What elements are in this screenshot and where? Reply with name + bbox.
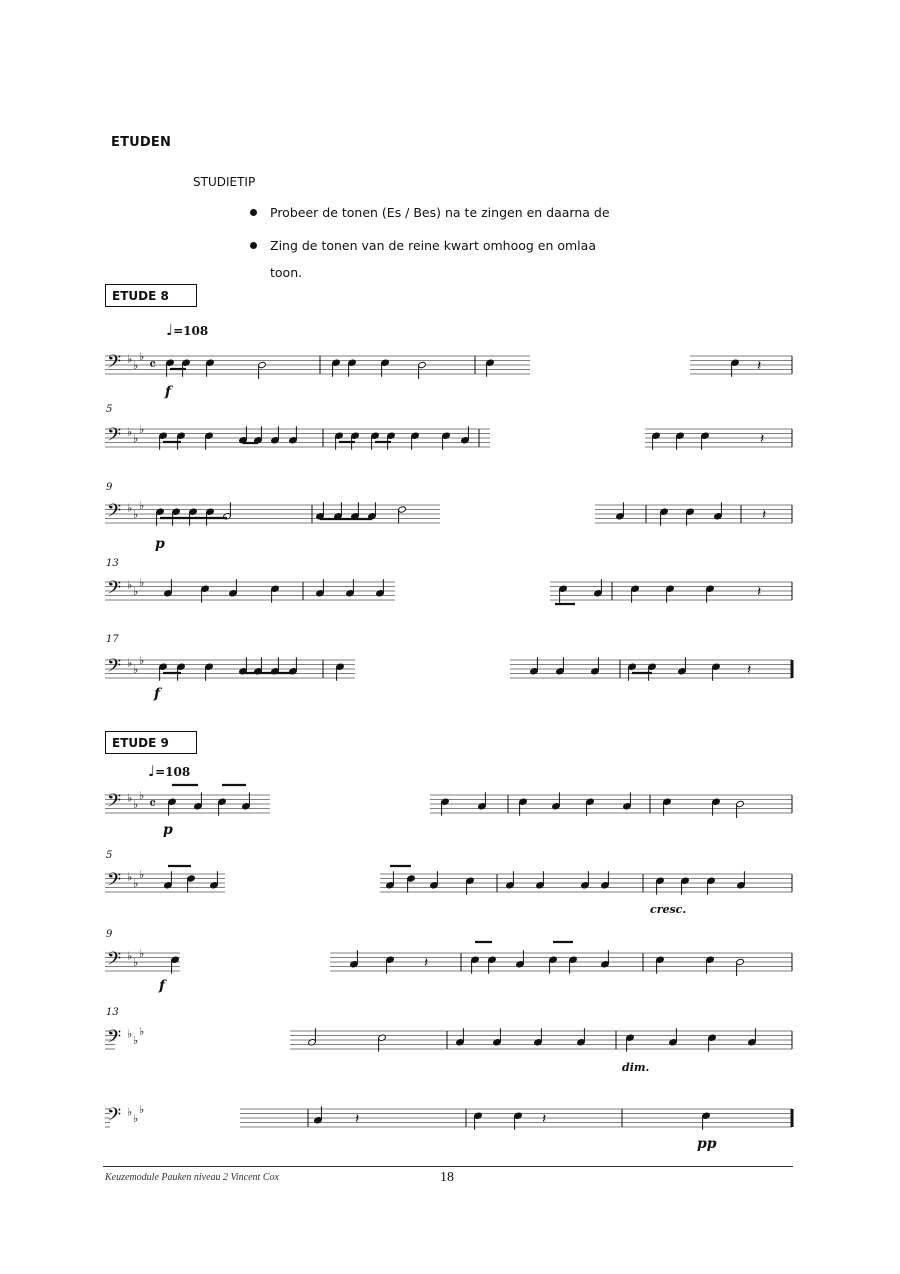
flat-icon: ♭ (139, 350, 145, 363)
flat-icon: ♭ (139, 423, 145, 436)
page-heading: ETUDEN (111, 135, 172, 150)
quarter-rest-icon: 𝄽 (757, 584, 762, 600)
bass-clef-icon: 𝄢 (107, 501, 122, 526)
flat-icon: ♭ (127, 1027, 133, 1041)
bass-clef-icon: 𝄢 (107, 656, 122, 681)
flat-icon: ♭ (133, 663, 139, 676)
dynamic-marking: f (154, 686, 161, 702)
quarter-rest-icon: 𝄽 (757, 358, 762, 374)
flat-icon: ♭ (139, 1025, 145, 1038)
quarter-rest-icon: 𝄽 (760, 431, 765, 447)
bass-clef-icon: 𝄢 (107, 578, 122, 603)
common-time-icon: 𝄴 (149, 794, 157, 813)
flat-icon: ♭ (127, 791, 133, 805)
etude-8-label: ETUDE 8 (105, 284, 197, 307)
bass-clef-icon: 𝄢 (107, 1027, 122, 1052)
flat-icon: ♭ (127, 578, 133, 592)
flat-icon: ♭ (133, 1034, 139, 1047)
bass-clef-icon: 𝄢 (107, 352, 122, 377)
measure-number: 5 (106, 404, 113, 415)
flat-icon: ♭ (127, 501, 133, 515)
flat-icon: ♭ (139, 947, 145, 960)
tempo-value: =108 (173, 324, 209, 338)
flat-icon: ♭ (139, 789, 145, 802)
studietip-title: STUDIETIP (193, 175, 256, 189)
flat-icon: ♭ (133, 359, 139, 372)
flat-icon: ♭ (133, 508, 139, 521)
page-number: 18 (440, 1170, 454, 1185)
bass-clef-icon: 𝄢 (107, 791, 122, 816)
bass-clef-icon: 𝄢 (107, 870, 122, 895)
quarter-rest-icon: 𝄽 (762, 507, 767, 523)
measure-number: 9 (106, 929, 113, 940)
flat-icon: ♭ (133, 877, 139, 890)
bass-clef-icon: 𝄢 (107, 1105, 122, 1130)
dynamic-marking: f (159, 978, 166, 994)
footer-text: Keuzemodule Pauken niveau 2 Vincent Cox (105, 1172, 279, 1183)
bass-clef-icon: 𝄢 (107, 949, 122, 974)
quarter-rest-icon: 𝄽 (747, 662, 752, 678)
flat-icon: ♭ (133, 1112, 139, 1125)
flat-icon: ♭ (133, 585, 139, 598)
tempo-value: =108 (155, 765, 191, 779)
quarter-rest-icon: 𝄽 (355, 1111, 360, 1127)
measure-number: 17 (106, 634, 119, 645)
bullet-text: Probeer de tonen (Es / Bes) na te zingen en daarna de (270, 205, 610, 220)
flat-icon: ♭ (139, 868, 145, 881)
dynamic-marking: f (165, 384, 172, 400)
flat-icon: ♭ (139, 654, 145, 667)
flat-icon: ♭ (127, 425, 133, 439)
bullet-continuation: toon. (270, 265, 303, 280)
flat-icon: ♭ (139, 499, 145, 512)
flat-icon: ♭ (127, 352, 133, 366)
flat-icon: ♭ (127, 656, 133, 670)
measure-number: 13 (106, 1007, 119, 1018)
quarter-note-icon: ♩ (148, 762, 156, 780)
footer-divider (103, 1166, 793, 1167)
measure-number: 5 (106, 850, 113, 861)
flat-icon: ♭ (139, 576, 145, 589)
etude-9-label: ETUDE 9 (105, 731, 197, 754)
bullet-text: Zing de tonen van de reine kwart omhoog en omlaa (270, 238, 596, 253)
flat-icon: ♭ (127, 949, 133, 963)
flat-icon: ♭ (139, 1103, 145, 1116)
dynamic-marking: pp (697, 1136, 717, 1152)
measure-number: 13 (106, 558, 119, 569)
common-time-icon: 𝄴 (149, 355, 157, 374)
bass-clef-icon: 𝄢 (107, 425, 122, 450)
quarter-rest-icon: 𝄽 (424, 955, 429, 971)
quarter-note-icon: ♩ (166, 321, 174, 339)
flat-icon: ♭ (127, 1105, 133, 1119)
dynamic-marking: p (155, 536, 165, 552)
expression-marking: cresc. (650, 903, 687, 916)
measure-number: 9 (106, 482, 113, 493)
flat-icon: ♭ (127, 870, 133, 884)
dynamic-marking: p (163, 822, 173, 838)
flat-icon: ♭ (133, 956, 139, 969)
expression-marking: dim. (622, 1061, 650, 1074)
flat-icon: ♭ (133, 798, 139, 811)
quarter-rest-icon: 𝄽 (542, 1111, 547, 1127)
flat-icon: ♭ (133, 432, 139, 445)
